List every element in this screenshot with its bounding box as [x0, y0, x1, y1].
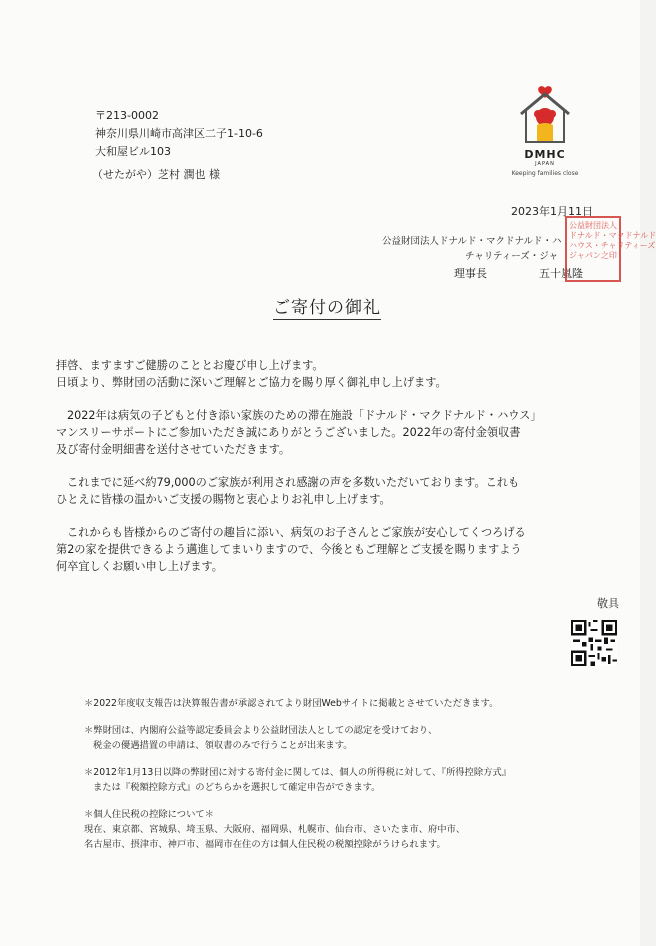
seal-line: ハウス・チャリティーズ [569, 241, 656, 250]
footnotes [84, 696, 604, 852]
seal-line: ドナルド・マクドナルド [569, 231, 656, 240]
paragraph-line: 何卒宜しくお願い申し上げます。 [56, 560, 223, 573]
letter-date: 2023年1月11日 [511, 205, 593, 218]
recipient-address [95, 107, 263, 161]
logo-country: JAPAN [535, 161, 555, 167]
recipient-name: （せたがや）芝村 潤也 様 [92, 168, 220, 181]
chairman-signature [454, 265, 583, 281]
paragraph-line: これからも皆様からのご寄付の趣旨に添い、病気のお子さんとご家族が安心してくつろげる [67, 526, 526, 539]
note-certification-detail: 税金の優遇措置の申請は、領収書のみで行うことが出来ます。 [93, 740, 353, 751]
paragraph-line: これまでに延べ約79,000のご家族が利用され感謝の声を多数いただいております。これも [67, 476, 520, 489]
greeting-line: 拝啓、ますますご健勝のこととお慶び申し上げます。 [56, 359, 324, 372]
greeting-line: 日頃より、弊財団の活動に深いご理解とご協力を賜り厚く御礼申し上げます。 [56, 376, 447, 389]
organization-line-2: チャリティーズ・ジャ [465, 251, 559, 262]
note-resident-tax-heading: ＊個人住民税の控除について＊ [84, 809, 214, 820]
logo-brand: DMHC [524, 148, 566, 161]
official-seal-stamp [565, 216, 656, 282]
paragraph-line: 及び寄付金明細書を送付させていただきます。 [56, 443, 291, 456]
chairman-name: 五十嵐隆 [539, 267, 583, 280]
seal-line: ジャパン之印 [569, 251, 617, 260]
note-tax-deduction-detail: または『税額控除方式』のどちらかを選択して確定申告ができます。 [93, 782, 381, 793]
house-heart-icon [515, 84, 575, 146]
note-resident-tax-line: 現在、東京都、宮城県、埼玉県、大阪府、福岡県、札幌市、仙台市、さいたま市、府中市、 [84, 824, 466, 835]
address-line-2: 大和屋ビル103 [95, 145, 171, 158]
paragraph-line: ひとえに皆様の温かいご支援の賜物と衷心よりお礼申し上げます。 [56, 493, 391, 506]
closing-word: 敬具 [597, 597, 619, 610]
qr-code-icon[interactable] [571, 620, 617, 666]
letter-title: ご寄付の御礼 [273, 293, 381, 320]
logo-tagline: Keeping families close [511, 170, 579, 177]
paragraph-line: 第2の家を提供できるよう邁進してまいりますので、今後ともご理解とご支援を賜りますよう [56, 543, 522, 556]
seal-line: 公益財団法人 [569, 221, 617, 230]
organization-line-1: 公益財団法人ドナルド・マクドナルド・ハ [382, 236, 562, 247]
chairman-title: 理事長 [454, 267, 487, 280]
letter-body [56, 357, 626, 575]
note-certification: ＊弊財団は、内閣府公益等認定委員会より公益財団法人としての認定を受けており、 [84, 725, 438, 736]
dmhc-logo [500, 84, 590, 194]
note-tax-deduction: ＊2012年1月13日以降の弊財団に対する寄付金に関しては、個人の所得税に対して、『所得控除方式』 [84, 767, 512, 778]
address-line-1: 神奈川県川崎市高津区二子1-10-6 [95, 127, 263, 140]
paragraph-line: マンスリーサポートにご参加いただき誠にありがとうございました。2022年の寄付金領収書 [56, 426, 521, 439]
note-annual-report: ＊2022年度収支報告は決算報告書が承認されてより財団Webサイトに掲載とさせていただきます。 [84, 698, 499, 709]
postal-code: 〒213-0002 [95, 109, 159, 122]
note-resident-tax-line: 名古屋市、摂津市、神戸市、福岡市在住の方は個人住民税の税額控除がうけられます。 [84, 839, 446, 850]
paragraph-line: 2022年は病気の子どもと付き添い家族のための滞在施設「ドナルド・マクドナルド・ハウス」 [67, 409, 542, 422]
